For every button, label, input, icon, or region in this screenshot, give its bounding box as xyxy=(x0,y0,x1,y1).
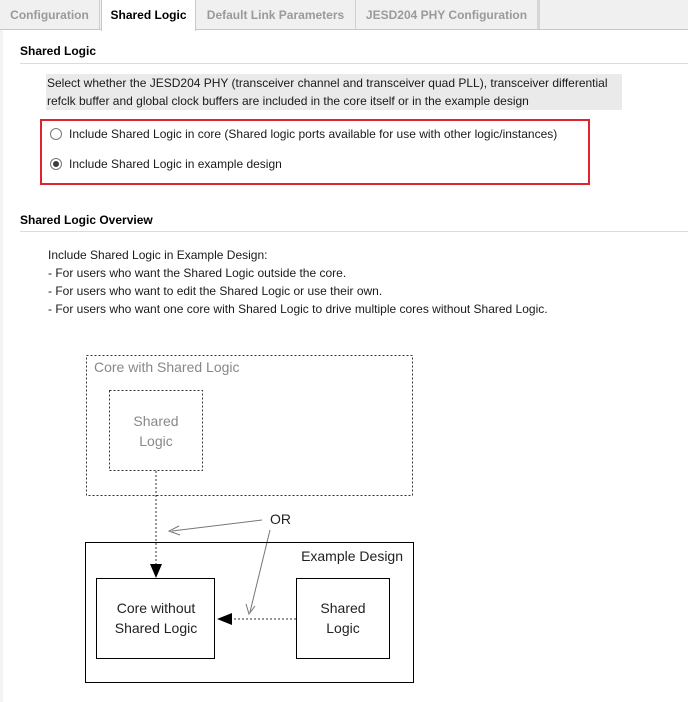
inner-shared-logic-box xyxy=(110,391,203,471)
description-line-1: Select whether the JESD204 PHY (transceiver channel and transceiver quad PLL), transceiver differential xyxy=(47,76,608,90)
or-arrow-left xyxy=(172,520,262,531)
tab-shared-logic[interactable]: Shared Logic xyxy=(101,0,196,31)
overview-line: - For users who want the Shared Logic outside the core. xyxy=(48,266,347,280)
example-design-label: Example Design xyxy=(301,548,403,564)
or-label: OR xyxy=(270,511,291,527)
overview-line: - For users who want one core with Shared Logic to drive multiple cores without Shared Logic. xyxy=(48,302,548,316)
core-with-shared-logic-label: Core with Shared Logic xyxy=(94,359,240,375)
core-without-label-2: Shared Logic xyxy=(114,620,198,636)
overview-line: - For users who want to edit the Shared Logic or use their own. xyxy=(48,284,383,298)
inner-shared-logic-label-1: Shared xyxy=(133,413,179,429)
tab-default-link-parameters[interactable]: Default Link Parameters xyxy=(196,0,356,29)
tab-jesd204-phy-configuration[interactable]: JESD204 PHY Configuration xyxy=(356,0,540,29)
left-arrowhead xyxy=(217,613,232,625)
example-shared-label-1: Shared xyxy=(320,600,366,616)
down-arrowhead xyxy=(150,564,162,578)
shared-logic-heading: Shared Logic xyxy=(20,44,97,58)
example-shared-label-2: Logic xyxy=(326,620,360,636)
description-line-2: refclk buffer and global clock buffers are included in the core itself or in the example design xyxy=(47,94,529,108)
option-label: Include Shared Logic in example design xyxy=(69,157,282,171)
example-shared-logic-box xyxy=(297,579,390,659)
overview-line: Include Shared Logic in Example Design: xyxy=(48,248,268,262)
inner-shared-logic-label-2: Logic xyxy=(139,433,173,449)
overview-heading: Shared Logic Overview xyxy=(20,213,153,227)
core-without-shared-logic-box xyxy=(97,579,215,659)
core-without-label-1: Core without xyxy=(116,600,196,616)
tab-configuration[interactable]: Configuration xyxy=(0,0,100,29)
option-label: Include Shared Logic in core (Shared logic ports available for use with other logic/instances) xyxy=(69,127,558,141)
